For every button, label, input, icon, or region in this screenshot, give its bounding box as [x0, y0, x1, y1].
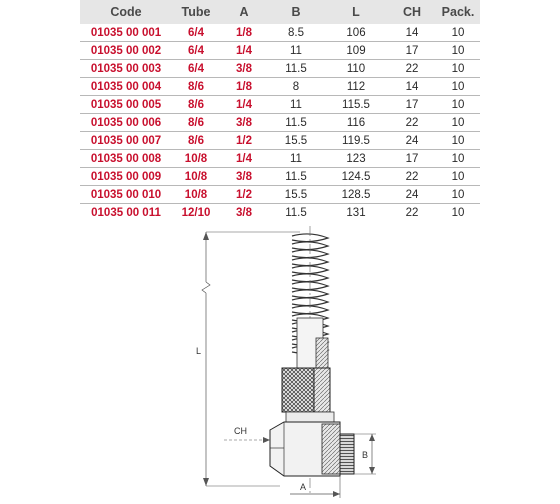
- cell-tube: 6/4: [172, 24, 220, 42]
- header-tube: Tube: [172, 0, 220, 24]
- cell-ch: 22: [388, 168, 436, 186]
- table-row: [80, 42, 480, 60]
- cell-tube: 6/4: [172, 42, 220, 60]
- cell-code: 01035 00 007: [80, 132, 172, 150]
- cell-ch: 17: [388, 42, 436, 60]
- cell-pack: 10: [436, 186, 480, 204]
- cell-ch: 14: [388, 24, 436, 42]
- header-pack: Pack.: [436, 0, 480, 24]
- cell-a: 1/8: [220, 78, 268, 96]
- cell-code: 01035 00 010: [80, 186, 172, 204]
- cell-code: 01035 00 005: [80, 96, 172, 114]
- cell-pack: 10: [436, 168, 480, 186]
- cell-l: 119.5: [324, 132, 388, 150]
- cell-l: 123: [324, 150, 388, 168]
- cell-pack: 10: [436, 150, 480, 168]
- cell-b: 11: [268, 150, 324, 168]
- header-a: A: [220, 0, 268, 24]
- cell-a: 1/8: [220, 24, 268, 42]
- cell-tube: 10/8: [172, 186, 220, 204]
- cell-code: 01035 00 008: [80, 150, 172, 168]
- dimension-a: [290, 476, 340, 498]
- cell-pack: 10: [436, 132, 480, 150]
- cell-l: 115.5: [324, 96, 388, 114]
- cell-ch: 17: [388, 150, 436, 168]
- cell-l: 109: [324, 42, 388, 60]
- cell-b: 8.5: [268, 24, 324, 42]
- cell-ch: 22: [405, 206, 419, 219]
- cell-b: 11.5: [268, 168, 324, 186]
- cell-b: 11: [268, 96, 324, 114]
- cell-tube: 6/4: [172, 60, 220, 78]
- threaded-stem: [340, 434, 354, 474]
- cell-code: 01035 00 006: [80, 114, 172, 132]
- cell-a: 3/8: [220, 60, 268, 78]
- cell-tube: 8/6: [172, 114, 220, 132]
- knurled-nut: [282, 368, 314, 412]
- cell-l: 110: [324, 60, 388, 78]
- table-row: [80, 96, 480, 114]
- table-row: [80, 150, 480, 168]
- table-row: [80, 114, 480, 132]
- nut-section: [314, 368, 330, 412]
- dimension-ch: [224, 426, 270, 443]
- cell-l: 112: [324, 78, 388, 96]
- cell-ch: 17: [388, 96, 436, 114]
- spec-table: [80, 0, 480, 221]
- dimension-ch-label: CH: [234, 426, 247, 436]
- cell-pack: 10: [436, 78, 480, 96]
- cell-ch: 14: [388, 78, 436, 96]
- table-row: [80, 186, 480, 204]
- cell-code: 01035 00 001: [80, 24, 172, 42]
- cell-code: 01035 00 003: [80, 60, 172, 78]
- cell-tube: 10/8: [172, 150, 220, 168]
- cell-b: 11.5: [268, 114, 324, 132]
- cell-l: 128.5: [324, 186, 388, 204]
- table-row: [80, 60, 480, 78]
- cell-l: 131: [346, 206, 366, 219]
- cell-code: 01035 00 002: [80, 42, 172, 60]
- cell-ch: 24: [388, 186, 436, 204]
- dimension-l-label: L: [196, 346, 202, 356]
- cell-tube: 8/6: [172, 132, 220, 150]
- cell-ch: 22: [388, 60, 436, 78]
- cell-b: 11: [268, 42, 324, 60]
- table-header-row: [80, 0, 480, 24]
- table-row: [80, 168, 480, 186]
- cell-b: 11.5: [268, 60, 324, 78]
- cell-code: 01035 00 004: [80, 78, 172, 96]
- table-body: [80, 24, 480, 221]
- cell-tube: 8/6: [172, 96, 220, 114]
- table-row: [80, 24, 480, 42]
- cell-a: 3/8: [236, 206, 252, 219]
- cell-tube: 8/6: [172, 78, 220, 96]
- cell-pack: 10: [436, 96, 480, 114]
- cell-l: 124.5: [324, 168, 388, 186]
- table-row: [80, 78, 480, 96]
- cell-b: 15.5: [268, 186, 324, 204]
- header-code: Code: [80, 0, 172, 24]
- cell-a: 1/4: [220, 42, 268, 60]
- cell-ch: 24: [388, 132, 436, 150]
- header-l: L: [324, 0, 388, 24]
- cell-a: 1/2: [220, 132, 268, 150]
- cell-b: 15.5: [268, 132, 324, 150]
- header-b: B: [268, 0, 324, 24]
- cell-a: 1/4: [220, 150, 268, 168]
- cell-tube: 10/8: [172, 168, 220, 186]
- cell-l: 106: [324, 24, 388, 42]
- dimension-a-label: A: [300, 482, 307, 492]
- cell-pack: 10: [436, 60, 480, 78]
- cell-b: 11.5: [285, 206, 307, 219]
- cell-a: 1/4: [220, 96, 268, 114]
- hex-section: [322, 424, 340, 474]
- cell-pack: 10: [436, 42, 480, 60]
- cell-l: 116: [324, 114, 388, 132]
- cell-pack: 10: [451, 206, 465, 219]
- cell-a: 1/2: [220, 186, 268, 204]
- dimension-b: [354, 434, 376, 474]
- header-ch: CH: [388, 0, 436, 24]
- fitting-technical-drawing: [0, 218, 560, 504]
- cell-ch: 22: [388, 114, 436, 132]
- cell-pack: 10: [436, 114, 480, 132]
- cell-b: 8: [268, 78, 324, 96]
- cell-code: 01035 00 011: [91, 206, 161, 219]
- cell-a: 3/8: [220, 168, 268, 186]
- cell-pack: 10: [436, 24, 480, 42]
- cell-code: 01035 00 009: [80, 168, 172, 186]
- cell-tube: 12/10: [181, 206, 211, 219]
- dimension-b-label: B: [362, 450, 369, 460]
- table-row: [80, 132, 480, 150]
- fitting-neck: [286, 412, 334, 422]
- cell-a: 3/8: [220, 114, 268, 132]
